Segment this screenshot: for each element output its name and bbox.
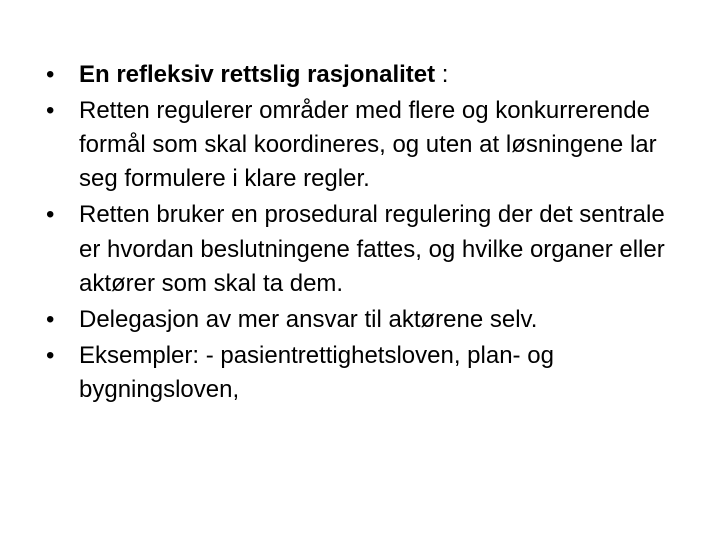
- bullet-text: Delegasjon av mer ansvar til aktørene selv.: [79, 305, 538, 333]
- bullet-text: Retten bruker en prosedural regulering der det sentrale er hvordan beslutningene fattes, og hvilke organer eller aktører som skal ta dem.: [79, 201, 665, 297]
- bullet-item-regulerer: [46, 94, 676, 197]
- bullet-text: Retten regulerer områder med flere og konkurrerende formål som skal koordineres, og uten at løsningene lar seg formulere i klare regler.: [79, 97, 657, 193]
- bullet-text: :: [435, 61, 449, 88]
- bullet-heading: En refleksiv rettslig rasjonalitet: [79, 61, 436, 88]
- bullet-text: Eksempler: - pasientrettighetsloven, plan- og bygningsloven,: [79, 341, 554, 404]
- bullet-icon: •: [46, 341, 55, 369]
- bullet-item-prosedural: [46, 198, 676, 301]
- bullet-icon: •: [46, 201, 55, 229]
- bullet-list: [46, 58, 676, 409]
- bullet-item-eksempler: [46, 339, 676, 407]
- bullet-item-delegasjon: [46, 303, 676, 337]
- bullet-icon: •: [46, 61, 55, 88]
- bullet-icon: •: [46, 97, 55, 124]
- bullet-item-refleksiv: [46, 58, 676, 92]
- bullet-icon: •: [46, 305, 55, 333]
